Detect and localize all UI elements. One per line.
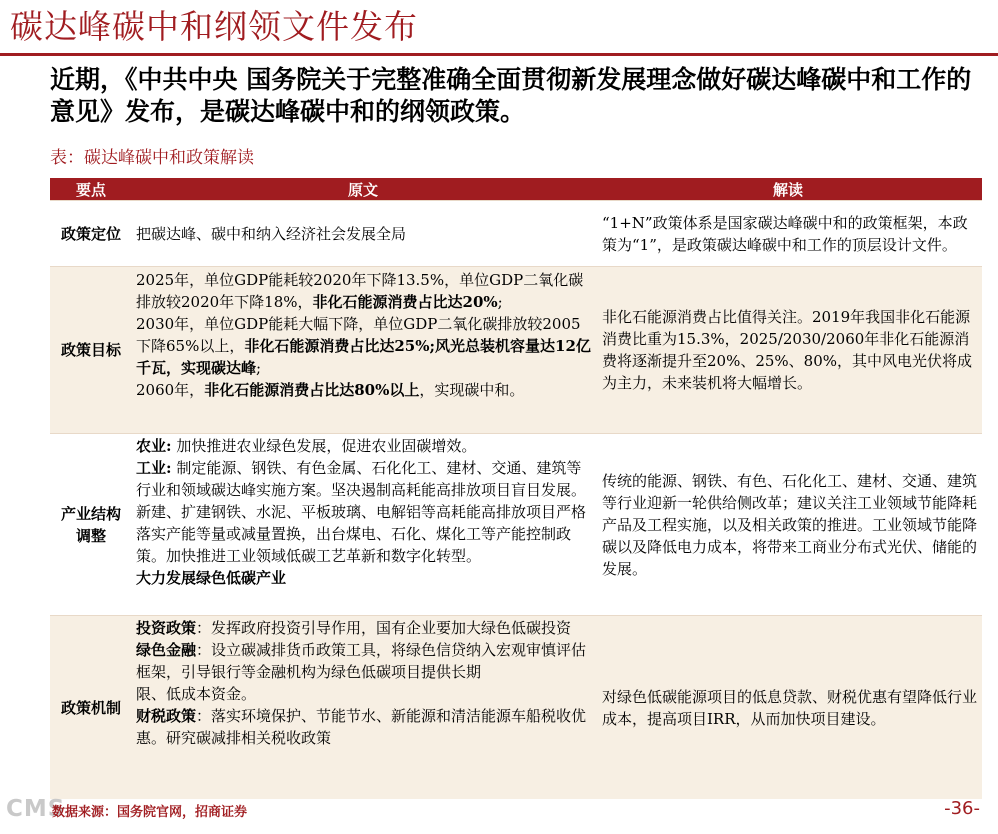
table-caption: 表：碳达峰碳中和政策解读 bbox=[50, 148, 254, 168]
table-row bbox=[50, 433, 982, 615]
row-original bbox=[132, 201, 594, 266]
row-original bbox=[132, 616, 594, 799]
row-key: 产业结构调整 bbox=[60, 504, 121, 545]
tax-policy: 财税政策：落实环境保护、节能节水、新能源和清洁能源车船税收优惠。研究碳减排相关税收政策 bbox=[136, 707, 587, 747]
green-finance: 绿色金融：设立碳减排货币政策工具，将绿色信贷纳入宏观审慎评估框架，引导银行等金融机构为绿色低碳项目提供长期 bbox=[136, 641, 587, 681]
table-header bbox=[50, 178, 982, 200]
green-finance-cont: 限、低成本资金。 bbox=[136, 685, 257, 703]
row-key: 政策机制 bbox=[60, 698, 121, 717]
table-row bbox=[50, 615, 982, 799]
row-original bbox=[132, 267, 594, 433]
header-original: 原文 bbox=[347, 180, 378, 199]
row-key: 政策定位 bbox=[60, 224, 121, 243]
data-source: 数据来源：国务院官网，招商证券 bbox=[52, 805, 248, 820]
cms-logo: CMS bbox=[6, 796, 66, 822]
page-number: -36- bbox=[944, 798, 980, 819]
title-divider bbox=[0, 53, 998, 56]
header-key: 要点 bbox=[75, 180, 106, 199]
row-interpretation bbox=[594, 267, 982, 433]
page-footer bbox=[0, 794, 998, 834]
interpretation-text: 传统的能源、钢铁、有色、石化化工、建材、交通、建筑等行业迎新一轮供给侧改革；建议关注工业领域节能降耗产品及工程实施，以及相关政策的推进。工业领域节能降碳以及降低电力成本，将带来工商业分布式光伏、储能的发展。 bbox=[602, 471, 978, 578]
interpretation-text: “1+N”政策体系是国家碳达峰碳中和的政策框架，本政策为“1”，是政策碳达峰碳中和工作的顶层设计文件。 bbox=[602, 213, 968, 254]
interpretation-text: 非化石能源消费占比值得关注。2019年我国非化石能源消费比重为15.3%，2025/2030/2060年非化石能源消费将逐渐提升至20%、25%、80%，其中风电光伏将成为主力，未来装机将大幅增长。 bbox=[602, 308, 973, 392]
row-key: 政策目标 bbox=[60, 341, 121, 359]
target-2025: 2025年，单位GDP能耗较2020年下降13.5%，单位GDP二氧化碳排放较2020年下降18%，非化石能源消费占比达20%; bbox=[136, 271, 584, 311]
row-original bbox=[132, 434, 594, 615]
green-industry-item: 大力发展绿色低碳产业 bbox=[136, 569, 287, 587]
row-interpretation bbox=[594, 201, 982, 266]
page-subtitle: 近期，《中共中央 国务院关于完整准确全面贯彻新发展理念做好碳达峰碳中和工作的意见》发布，是碳达峰碳中和的纲领政策。 bbox=[50, 65, 972, 126]
original-text: 把碳达峰、碳中和纳入经济社会发展全局 bbox=[136, 224, 407, 243]
header-interpretation: 解读 bbox=[772, 180, 803, 199]
agriculture-item: 农业: 加快推进农业绿色发展，促进农业固碳增效。 bbox=[136, 437, 477, 455]
page-title: 碳达峰碳中和纲领文件发布 bbox=[10, 7, 418, 46]
row-interpretation bbox=[594, 616, 982, 799]
investment-policy: 投资政策：发挥政府投资引导作用，国有企业要加大绿色低碳投资 bbox=[136, 619, 572, 637]
policy-table bbox=[50, 178, 982, 799]
industry-item: 工业: 制定能源、钢铁、有色金属、石化化工、建材、交通、建筑等行业和领域碳达峰实施方案。坚决遏制高耗能高排放项目盲目发展。新建、扩建钢铁、水泥、平板玻璃、电解铝等高耗能高排放项目严格落实产能等量或减量置换，出台煤电、石化、煤化工等产能控制政策。加快推进工业领域低碳工艺革新和数字化转型。 bbox=[136, 459, 587, 565]
table-row bbox=[50, 200, 982, 266]
target-2030: 2030年，单位GDP能耗大幅下降，单位GDP二氧化碳排放较2005下降65%以上，非化石能源消费占比达25%;风光总装机容量达12亿千瓦，实现碳达峰; bbox=[136, 315, 591, 377]
target-2060: 2060年，非化石能源消费占比达80%以上，实现碳中和。 bbox=[136, 381, 525, 399]
table-row bbox=[50, 266, 982, 433]
row-interpretation bbox=[594, 434, 982, 615]
interpretation-text: 对绿色低碳能源项目的低息贷款、财税优惠有望降低行业成本，提高项目IRR，从而加快项目建设。 bbox=[602, 687, 978, 728]
